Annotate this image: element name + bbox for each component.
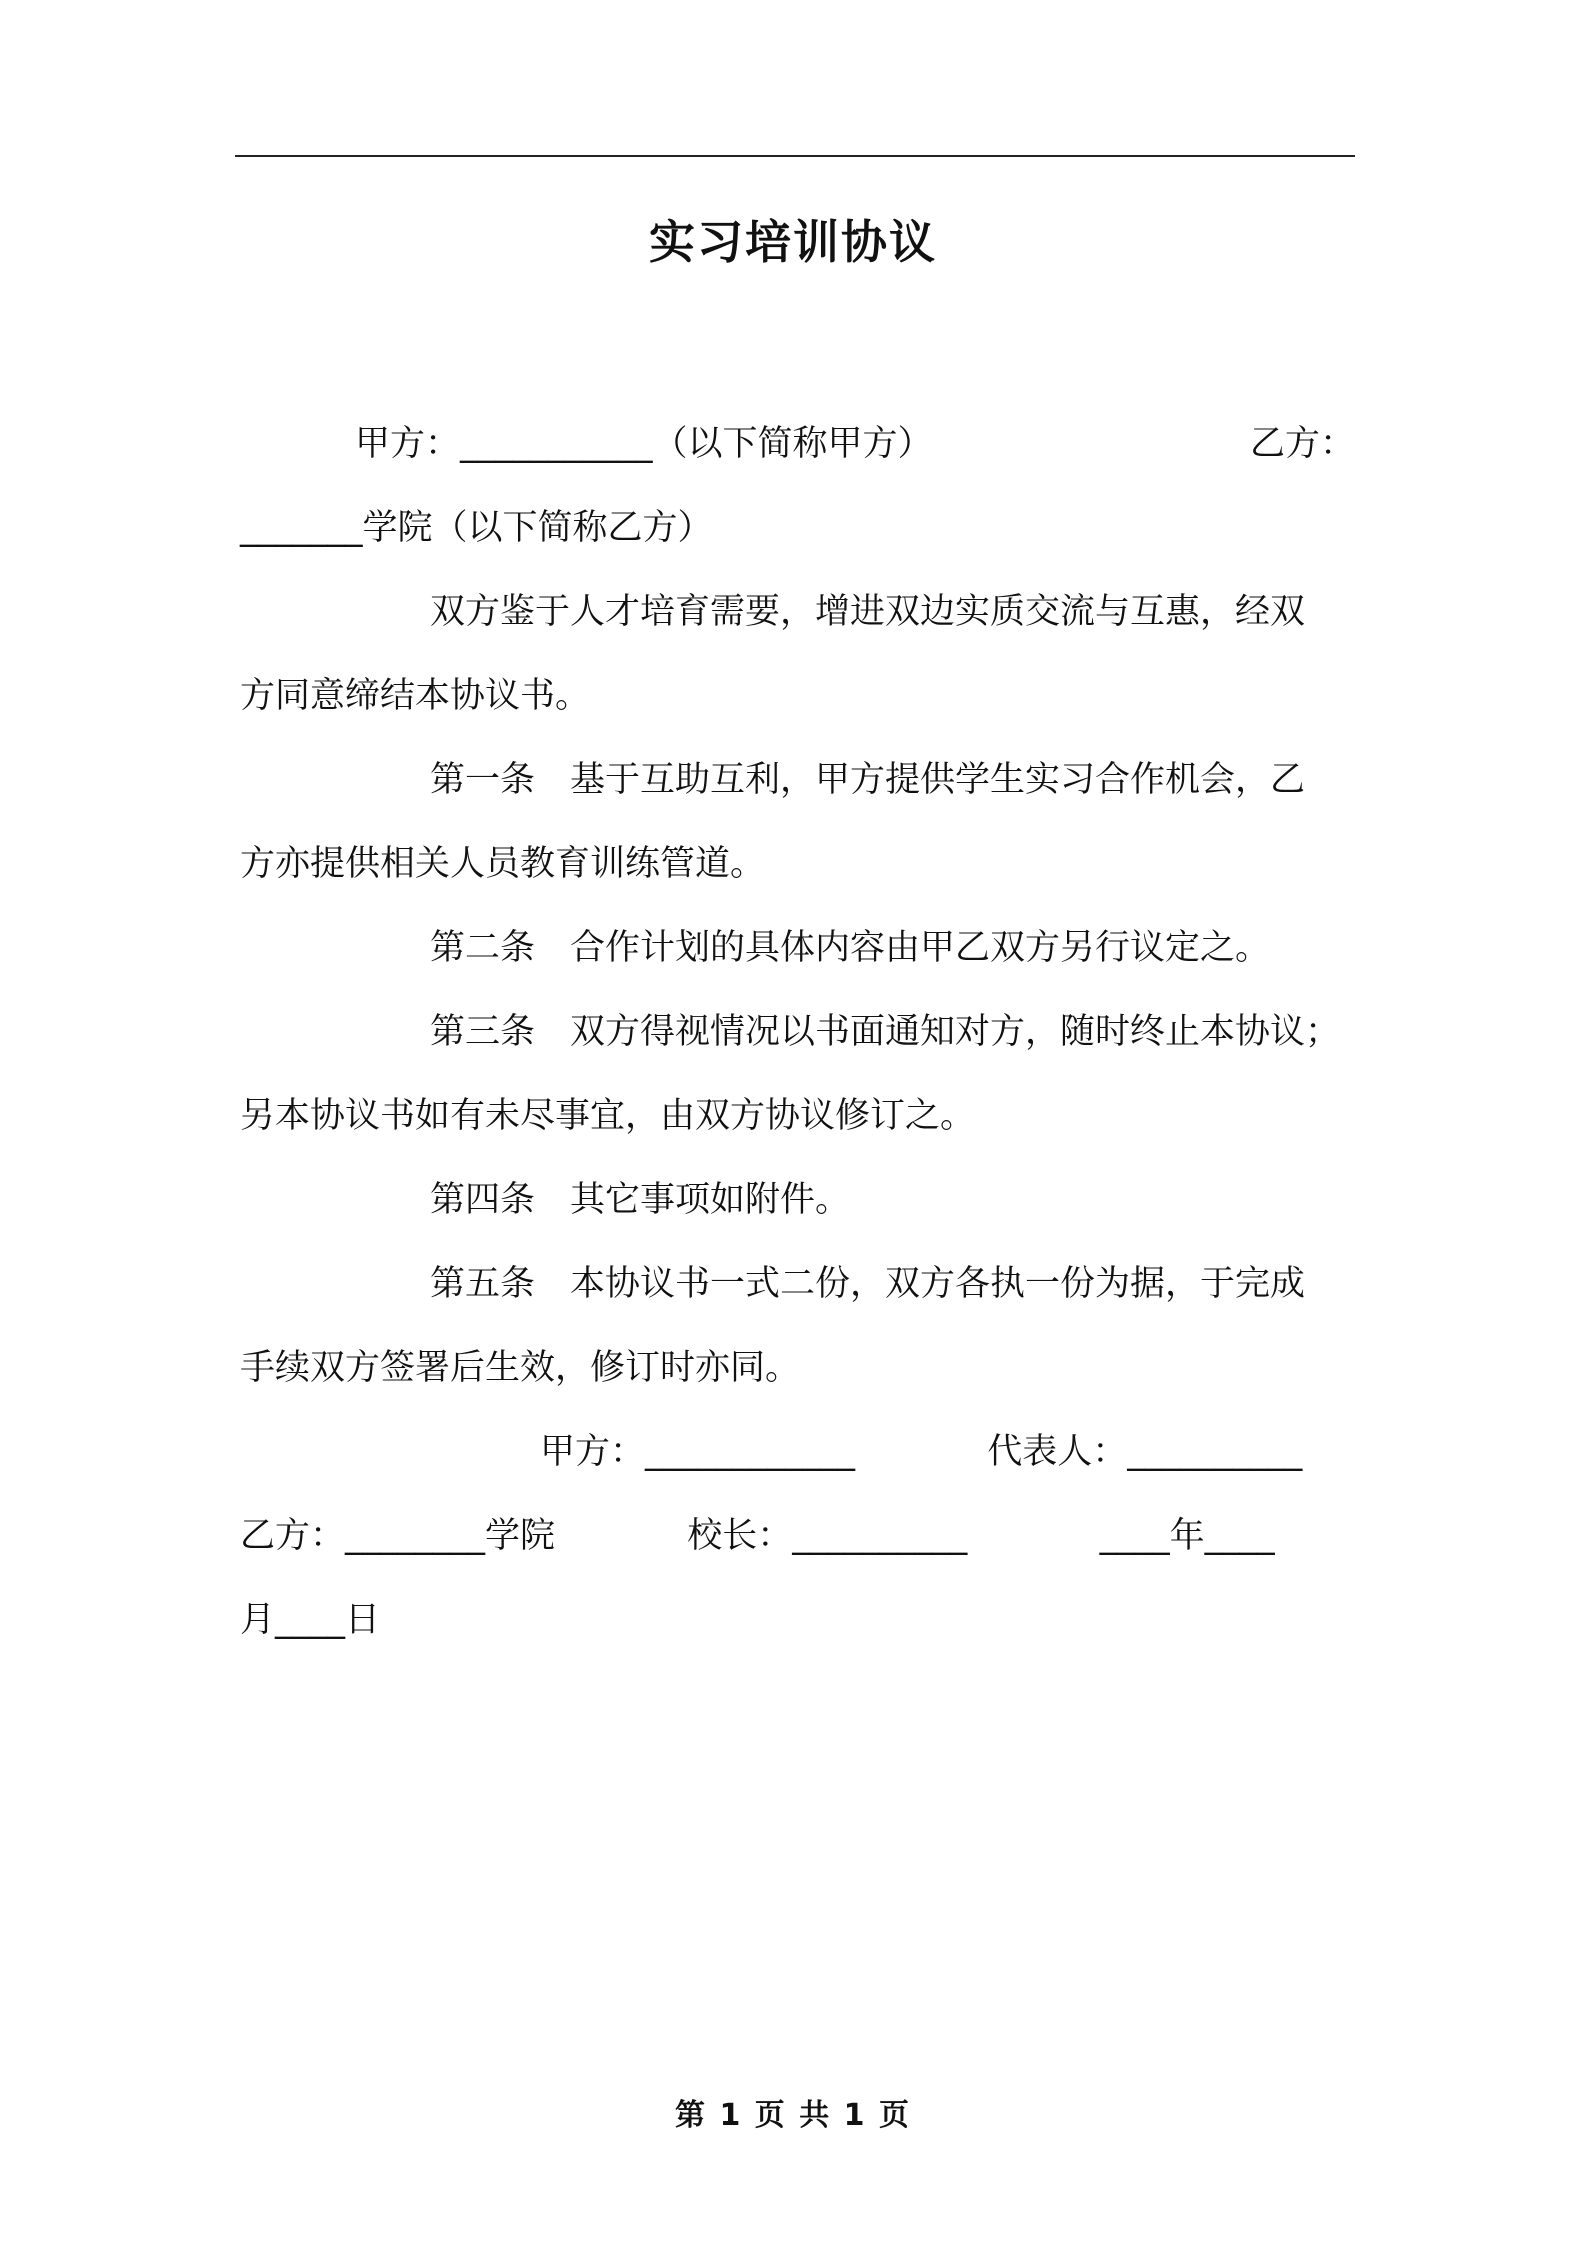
intro-line-2: 方同意缔结本协议书。 [240,676,591,716]
document-title: 实习培训协议 [649,215,937,269]
article-4-line-1: 第四条 其它事项如附件。 [430,1180,851,1220]
article-5-line-2: 手续双方签署后生效，修订时亦同。 [240,1348,801,1388]
party-b-line: _______学院（以下简称乙方） [240,508,713,548]
article-1-line-2: 方亦提供相关人员教育训练管道。 [240,844,766,884]
party-a-label: 甲方：___________（以下简称甲方） [355,424,933,464]
document-body [240,402,1380,1662]
signature-party-b: 乙方：________学院 [240,1516,556,1556]
signature-date-day: 月____日 [240,1600,381,1640]
signature-representative: 代表人：__________ [987,1432,1303,1472]
signature-party-a: 甲方：____________ [540,1432,856,1472]
article-2-line-1: 第二条 合作计划的具体内容由甲乙双方另行议定之。 [430,928,1271,968]
header-rule [235,155,1355,157]
article-3-line-1: 第三条 双方得视情况以书面通知对方，随时终止本协议； [430,1012,1341,1052]
signature-line-1 [240,1410,1380,1494]
article-5-line-1: 第五条 本协议书一式二份，双方各执一份为据，于完成 [430,1264,1306,1304]
intro-line-1: 双方鉴于人才培育需要，增进双边实质交流与互惠，经双 [430,592,1306,632]
signature-principal: 校长：__________ [687,1516,968,1556]
article-1-line-1: 第一条 基于互助互利，甲方提供学生实习合作机会，乙 [430,760,1306,800]
party-b-label: 乙方： [1249,424,1355,464]
party-a-line [240,402,1380,486]
article-3-line-2: 另本协议书如有未尽事宜，由双方协议修订之。 [240,1096,976,1136]
page-number: 第 1 页 共 1 页 [675,2098,911,2133]
signature-line-2 [240,1494,1380,1578]
signature-date-year-month: ____年____ [1099,1516,1275,1556]
